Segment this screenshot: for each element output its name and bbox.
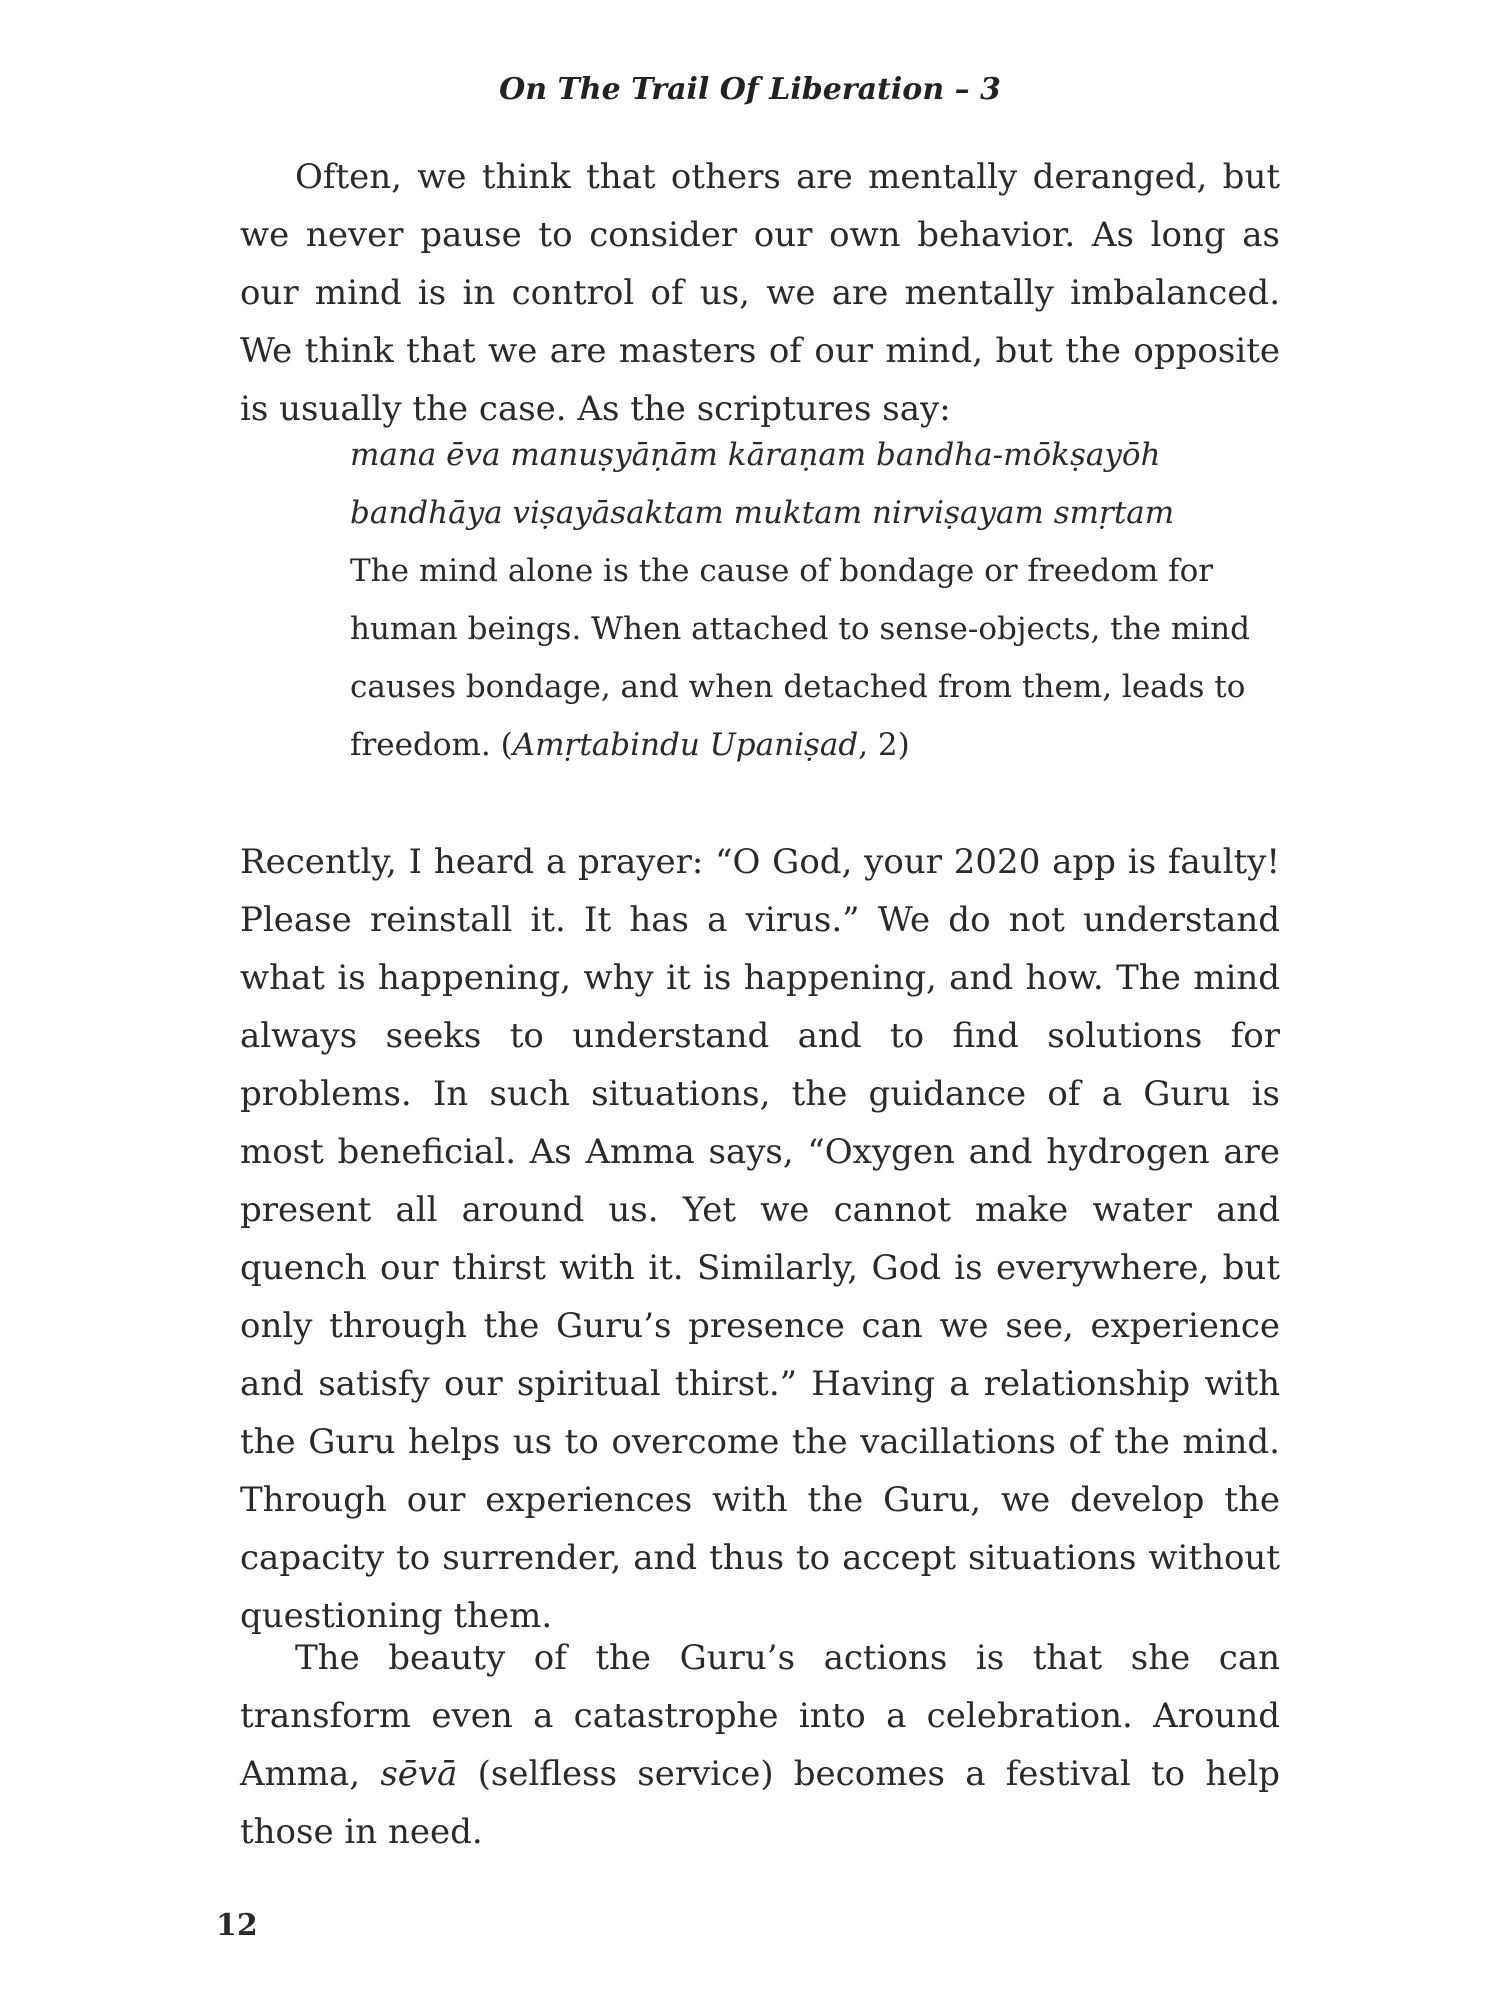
verse-translation: [350, 542, 1280, 774]
paragraph-beauty: [240, 1629, 1280, 1861]
running-title: On The Trail Of Liberation – 3: [499, 72, 1001, 107]
page-number: 12: [216, 1908, 258, 1943]
paragraph-beauty-text: [240, 1629, 1280, 1861]
paragraph-intro: [240, 148, 1280, 438]
verse-line-2: bandhāya viṣayāsaktam muktam nirviṣayam smṛtam: [350, 495, 1175, 531]
paragraph-prayer-text: Recently, I heard a prayer: “O God, your 2020 app is faulty! Please reinstall it. It has a virus.” We do not understand what is happening, why it is happening, and how. The mind always seeks to understand and to find solutions for problems. In such situations, the guidance of a Guru is most beneficial. As Amma says, “Oxygen and hydrogen are present all around us. Yet we cannot make water and quench our thirst with it. Similarly, God is everywhere, but only through the Guru’s presence can we see, experience and satisfy our spiritual thirst.” Having a relationship with the Guru helps us to overcome the vacillations of the mind. Through our experiences with the Guru, we develop the capacity to surrender, and thus to accept situations without questioning them.: [240, 842, 1280, 1636]
paragraph-intro-text: Often, we think that others are mentally deranged, but we never pause to consider our own behavior. As long as our mind is in control of us, we are mentally imbalanced. We think that we are masters of our mind, but the opposite is usually the case. As the scriptures say:: [240, 157, 1280, 429]
citation-open: (: [500, 727, 513, 763]
seva-term: sēvā: [380, 1754, 458, 1794]
citation-ref: , 2): [858, 727, 910, 763]
scripture-quote: [350, 426, 1280, 774]
paragraph-beauty-start: The beauty of the Guru’s actions is that she can transform even a catastrophe into a celebration. Around Amma,: [240, 1638, 1280, 1794]
paragraph-prayer: [240, 833, 1280, 1645]
citation-source: Amṛtabindu Upaniṣad: [512, 727, 859, 763]
paragraph-beauty-end: (selfless service) becomes a festival to help those in need.: [240, 1754, 1280, 1852]
verse-line-1: mana ēva manuṣyāṇām kāraṇam bandha-mōkṣayōh: [350, 437, 1161, 473]
translation-text: The mind alone is the cause of bondage or freedom for human beings. When attached to sense-objects, the mind causes bondage, and when detached from them, leads to freedom.: [350, 553, 1250, 763]
